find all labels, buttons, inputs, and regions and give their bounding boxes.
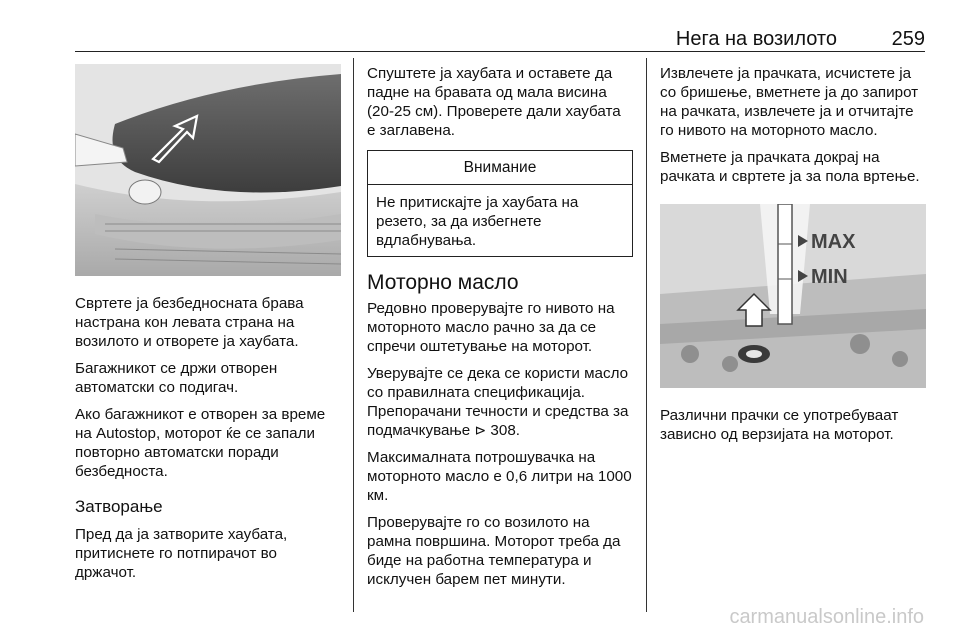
reference-arrow-icon: ⊳: [474, 422, 487, 438]
page-header: [75, 28, 925, 50]
paragraph: Багажникот се држи отворен автоматски со подигач.: [75, 360, 278, 396]
watermark: carmanualsonline.info: [729, 606, 924, 628]
paragraph: Спуштете ја хаубата и оставете да падне на бравата од мала висина (20-25 см). Проверете дали хаубата е заглавена.: [367, 65, 621, 139]
column-3: [660, 64, 926, 452]
page-reference[interactable]: 308.: [490, 422, 520, 439]
column-divider: [646, 58, 647, 612]
header-rule: [75, 51, 925, 52]
section-title: Нега на возилото: [675, 28, 837, 50]
paragraph-text: Уверувајте се дека се користи масло со правилната спецификација. Препорачани течности и средства за подмачкување: [367, 365, 629, 439]
paragraph: Различни прачки се употребуваат зависно од верзијата на моторот.: [660, 407, 899, 443]
paragraph: Извлечете ја прачката, исчистете ја со бришење, вметнете ја до запирот на рачката, извлечете ја и отчитајте го нивото на моторното масло.: [660, 65, 919, 139]
paragraph: Максималната потрошувачка на моторното масло е 0,6 литри на 1000 км.: [367, 449, 632, 504]
paragraph: Редовно проверувајте го нивото на моторното масло рачно за да се спречи оштетување на моторот.: [367, 300, 615, 355]
warning-text: Не притискајте ја хаубата на резето, за да избегнете вдлабнувања.: [376, 194, 579, 249]
column-divider: [353, 58, 354, 612]
engine-oil-heading: Моторно масло: [367, 271, 519, 294]
min-label: MIN: [811, 266, 848, 288]
paragraph: Пред да ја затворите хаубата, притиснете го потпирачот во држачот.: [75, 526, 288, 581]
column-1: [75, 64, 341, 590]
paragraph: Ако багажникот е отворен за време на Autostop, моторот ќе се запали повторно автоматски поради безбедноста.: [75, 406, 326, 480]
closing-heading: Затворање: [75, 497, 163, 516]
max-label: MAX: [811, 231, 856, 253]
warning-box: [367, 150, 633, 257]
dipstick-icon: [778, 204, 792, 324]
column-2: [367, 64, 633, 597]
hood-illustration-svg: [75, 64, 341, 276]
paragraph: Вметнете ја прачката докрај на рачката и свртете ја за пола вртење.: [660, 149, 920, 185]
hood-opening-illustration: [75, 64, 341, 276]
warning-title: Внимание: [368, 151, 632, 185]
paragraph: [367, 364, 633, 440]
paragraph: Проверувајте го со возилото на рамна површина. Моторот треба да биде на работна температура и исклучен барем пет минути.: [367, 514, 621, 588]
paragraph: Свртете ја безбедносната брава настрана кон левата страна на возилото и отворете ја хаубата.: [75, 295, 304, 350]
dipstick-illustration-svg: [660, 204, 926, 388]
dipstick-illustration: [660, 204, 926, 388]
page-number: 259: [891, 28, 925, 50]
